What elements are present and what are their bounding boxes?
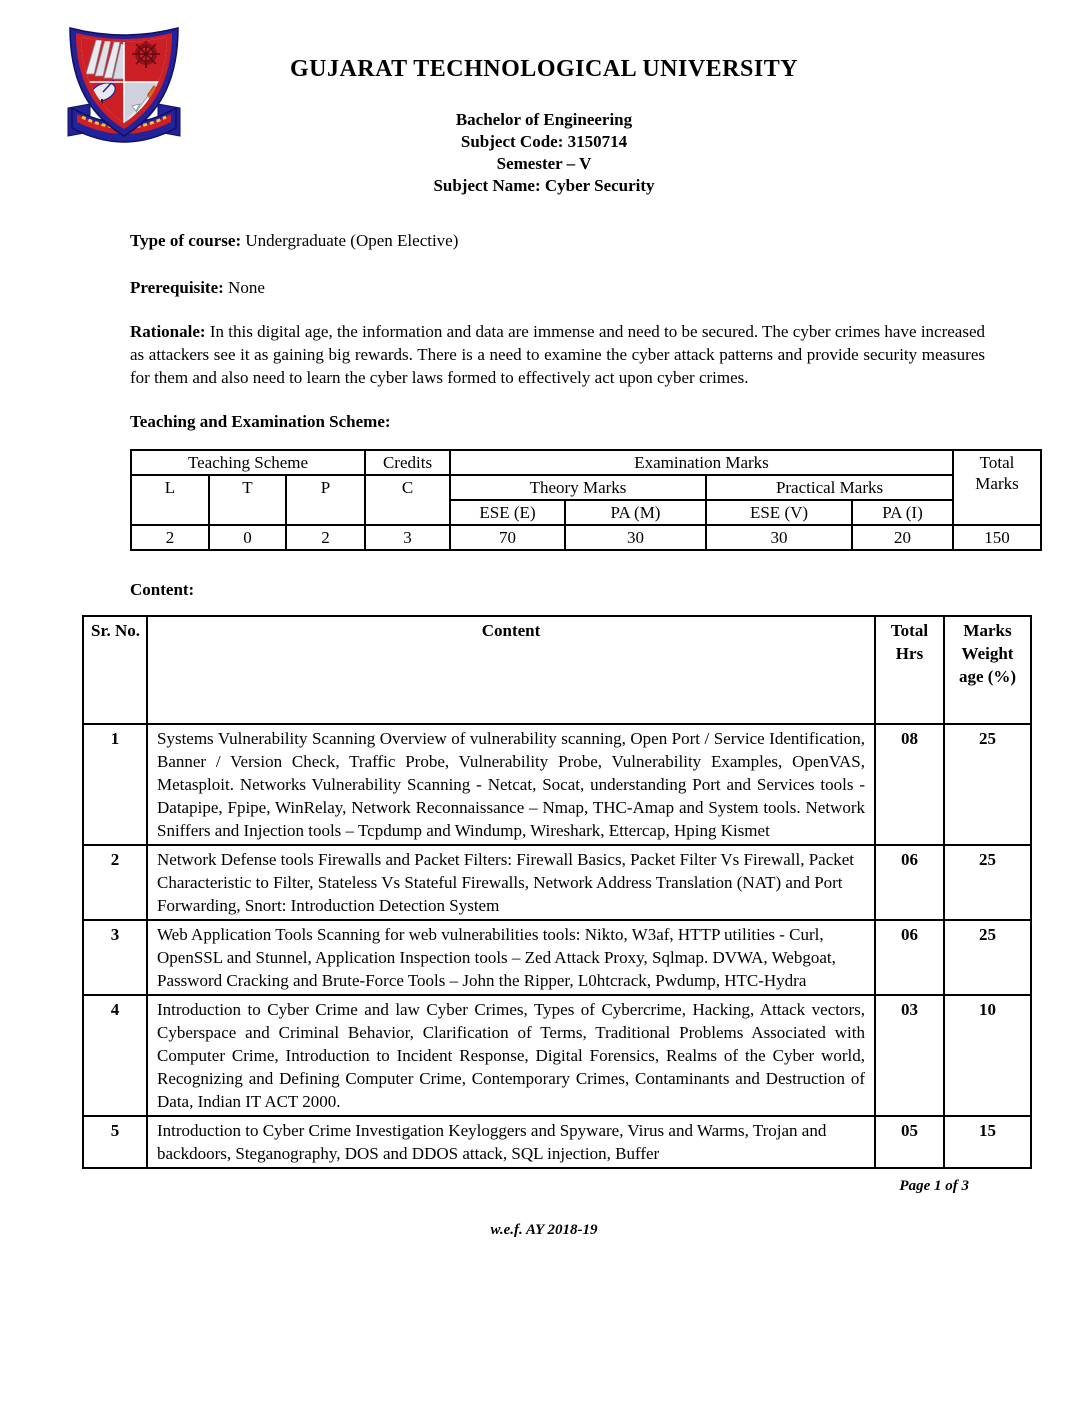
table-row <box>83 920 1031 995</box>
content-table-body <box>83 724 1031 1168</box>
row-sr: 4 <box>83 995 147 1116</box>
university-logo <box>62 16 186 150</box>
row-total-hrs: 06 <box>875 920 944 995</box>
row-content: Network Defense tools Firewalls and Packet Filters: Firewall Basics, Packet Filter Vs Firewall, Packet Characteristic to Filter, Stateless Vs Stateful Firewalls, Network Address Translation (NAT) and Port Forwarding, Snort: Introduction Detection System <box>147 845 875 920</box>
row-marks-weightage: 10 <box>944 995 1031 1116</box>
pa-m-cell: PA (M) <box>565 500 706 525</box>
l-cell: L <box>131 475 209 525</box>
table-row <box>83 1116 1031 1168</box>
ese-e-cell: ESE (E) <box>450 500 565 525</box>
row-total-hrs: 05 <box>875 1116 944 1168</box>
t-value: 0 <box>209 525 286 550</box>
row-sr: 1 <box>83 724 147 845</box>
row-total-hrs: 08 <box>875 724 944 845</box>
p-cell: P <box>286 475 365 525</box>
total-marks-cell: Total Marks <box>953 450 1041 525</box>
credits-cell: Credits <box>365 450 450 475</box>
table-row <box>83 724 1031 845</box>
row-marks-weightage: 25 <box>944 724 1031 845</box>
pa-i-value: 20 <box>852 525 953 550</box>
ese-v-cell: ESE (V) <box>706 500 852 525</box>
row-total-hrs: 03 <box>875 995 944 1116</box>
ese-e-value: 70 <box>450 525 565 550</box>
type-of-course-value: Undergraduate (Open Elective) <box>245 231 459 250</box>
emblem-motif <box>132 40 160 68</box>
scheme-header-row-1 <box>131 450 1041 475</box>
rationale <box>130 320 985 389</box>
teaching-scheme-cell: Teaching Scheme <box>131 450 365 475</box>
effective-date: w.e.f. AY 2018-19 <box>490 1222 598 1238</box>
row-marks-weightage: 25 <box>944 920 1031 995</box>
table-row <box>83 845 1031 920</box>
content-header-row <box>83 616 1031 724</box>
teaching-scheme-heading: Teaching and Examination Scheme: <box>130 412 391 431</box>
subject-name-line: Subject Name: Cyber Security <box>433 176 655 195</box>
total-hrs-header: Total Hrs <box>875 616 944 724</box>
theory-marks-cell: Theory Marks <box>450 475 706 500</box>
row-sr: 5 <box>83 1116 147 1168</box>
content-heading: Content: <box>130 580 195 599</box>
type-of-course <box>130 229 985 252</box>
teaching-scheme-table <box>130 449 1042 551</box>
gtu-crest-icon <box>62 16 186 150</box>
t-cell: T <box>209 475 286 525</box>
page-title: GUJARAT TECHNOLOGICAL UNIVERSITY <box>289 56 799 82</box>
content-table <box>82 615 1032 1169</box>
content-header: Content <box>147 616 875 724</box>
exam-marks-cell: Examination Marks <box>450 450 953 475</box>
prerequisite-label: Prerequisite: <box>130 278 224 297</box>
practical-marks-cell: Practical Marks <box>706 475 953 500</box>
sr-no-header: Sr. No. <box>83 616 147 724</box>
c-cell: C <box>365 475 450 525</box>
row-total-hrs: 06 <box>875 845 944 920</box>
subject-code-line: Subject Code: 3150714 <box>460 132 628 151</box>
pa-m-value: 30 <box>565 525 706 550</box>
scheme-values-row <box>131 525 1041 550</box>
row-sr: 3 <box>83 920 147 995</box>
semester-line: Semester – V <box>496 154 592 173</box>
scheme-header-row-2 <box>131 475 1041 500</box>
row-content: Web Application Tools Scanning for web vulnerabilities tools: Nikto, W3af, HTTP utilities - Curl, OpenSSL and Stunnel, Application Inspection tools – Zed Attack Proxy, Sqlmap. DVWA, Webgoat, Password Cracking and Brute-Force Tools – John the Ripper, L0htcrack, Pwdump, HTC-Hydra <box>147 920 875 995</box>
rationale-label: Rationale: <box>130 322 206 341</box>
row-sr: 2 <box>83 845 147 920</box>
row-marks-weightage: 25 <box>944 845 1031 920</box>
row-content: Systems Vulnerability Scanning Overview of vulnerability scanning, Open Port / Service Identification, Banner / Version Check, Traffic Probe, Vulnerability Probe, Vulnerability Examples, OpenVAS, Metasploit. Networks Vulnerability Scanning - Netcat, Socat, understanding Port and Services tools - Datapipe, Fpipe, WinRelay, Network Reconnaissance – Nmap, THC-Amap and System tools. Network Sniffers and Injection tools – Tcpdump and Windump, Wireshark, Ettercap, Hping Kismet <box>147 724 875 845</box>
c-value: 3 <box>365 525 450 550</box>
pa-i-cell: PA (I) <box>852 500 953 525</box>
ese-v-value: 30 <box>706 525 852 550</box>
row-content: Introduction to Cyber Crime Investigation Keyloggers and Spyware, Virus and Warms, Trojan and backdoors, Steganography, DOS and DDOS attack, SQL injection, Buffer <box>147 1116 875 1168</box>
total-marks-value: 150 <box>953 525 1041 550</box>
p-value: 2 <box>286 525 365 550</box>
table-row <box>83 995 1031 1116</box>
type-of-course-label: Type of course: <box>130 231 242 250</box>
row-marks-weightage: 15 <box>944 1116 1031 1168</box>
marks-weightage-header: Marks Weight age (%) <box>944 616 1031 724</box>
row-content: Introduction to Cyber Crime and law Cyber Crimes, Types of Cybercrime, Hacking, Attack vectors, Cyberspace and Criminal Behavior, Clarification of Terms, Traditional Problems Associated with Computer Crime, Introduction to Incident Response, Digital Forensics, Realms of the Cyber world, Recognizing and Defining Computer Crime, Contemporary Crimes, Contaminants and Destruction of Data, Indian IT ACT 2000. <box>147 995 875 1116</box>
l-value: 2 <box>131 525 209 550</box>
degree-line: Bachelor of Engineering <box>455 110 633 129</box>
prerequisite <box>130 276 985 299</box>
rationale-text: In this digital age, the information and data are immense and need to be secured. The cyber crimes have increased as attackers see it as gaining big rewards. There is a need to examine the cyber attack patterns and provide security measures for them and also need to learn the cyber laws formed to effectively act upon cyber crimes. <box>130 322 986 387</box>
page-number: Page 1 of 3 <box>899 1178 969 1194</box>
prerequisite-value: None <box>228 278 265 297</box>
